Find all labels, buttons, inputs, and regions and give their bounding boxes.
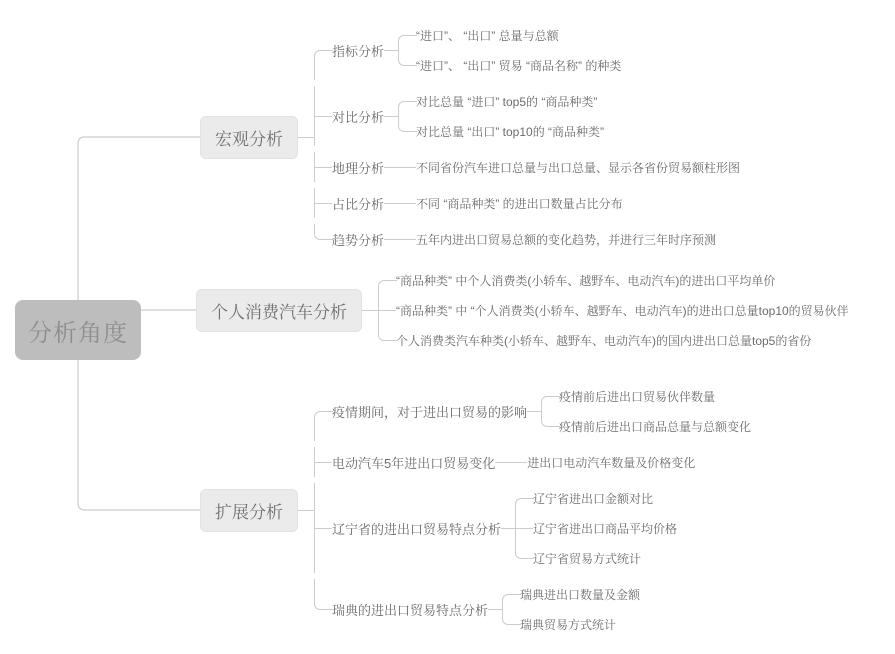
tree-group-proportion	[314, 188, 740, 218]
tree-group-pandemic	[314, 381, 751, 441]
tree-leaf	[398, 188, 623, 218]
branch-node-consumer[interactable]: 个人消费汽车分析	[196, 289, 362, 332]
comparison-leaves	[398, 86, 604, 146]
pandemic-leaves	[541, 381, 751, 441]
root-node[interactable]: 分析角度	[15, 300, 141, 360]
branch-node-extended[interactable]: 扩展分析	[200, 489, 298, 532]
connector-root-to-extended	[78, 360, 200, 510]
subtopic-node-indicator[interactable]: 指标分析	[332, 43, 385, 59]
leaf-node[interactable]: 辽宁省进出口商品平均价格	[533, 521, 678, 536]
leaf-node[interactable]: “商品种类” 中个人消费类(小轿车、越野车、电动汽车)的进出口平均单价	[396, 273, 776, 288]
connector-line	[488, 609, 502, 610]
tree-leaf	[398, 50, 621, 80]
ev-leaves	[509, 447, 695, 477]
tree-leaf	[398, 224, 716, 254]
tree-leaf	[398, 152, 740, 182]
connector-line	[527, 411, 541, 412]
tree-leaf	[541, 381, 751, 411]
tree-leaf	[509, 447, 695, 477]
tree-group-geographic	[314, 152, 740, 182]
leaf-node[interactable]: “进口”、 “出口” 贸易 “商品名称” 的种类	[416, 58, 622, 73]
tree-leaf	[502, 609, 640, 639]
connector-root-to-macro	[78, 137, 200, 300]
connector-line	[384, 116, 398, 117]
geographic-leaves	[398, 152, 740, 182]
tree-leaf	[398, 86, 604, 116]
tree-group-liaoning	[314, 483, 751, 573]
tree-leaf	[541, 411, 751, 441]
leaf-node[interactable]: “进口”、 “出口” 总量与总额	[416, 28, 559, 43]
proportion-leaves	[398, 188, 623, 218]
subtopic-node-liaoning[interactable]: 辽宁省的进出口贸易特点分析	[332, 521, 502, 537]
tree-leaf	[502, 579, 640, 609]
tree-group-sweden	[314, 579, 751, 639]
tree-leaf	[398, 116, 604, 146]
tree-leaf	[378, 325, 849, 355]
connector-line	[298, 510, 314, 511]
leaf-node[interactable]: 进出口电动汽车数量及价格变化	[527, 455, 696, 470]
subtopic-node-sweden[interactable]: 瑞典的进出口贸易特点分析	[332, 602, 489, 618]
trend-leaves	[398, 224, 716, 254]
leaf-node[interactable]: “商品种类” 中 “个人消费类(小轿车、越野车、电动汽车)的进出口总量top10的贸易伙伴	[396, 303, 849, 318]
consumer-leaves	[378, 265, 849, 355]
subtopic-node-trend[interactable]: 趋势分析	[332, 232, 385, 248]
leaf-node[interactable]: 五年内进出口贸易总额的变化趋势，并进行三年时序预测	[416, 232, 717, 247]
tree-group-indicator	[314, 20, 740, 80]
connector-line	[384, 239, 398, 240]
subtopic-node-ev[interactable]: 电动汽车5年进出口贸易变化	[332, 455, 496, 471]
leaf-node[interactable]: 不同省份汽车进口总量与出口总量、显示各省份贸易额柱形图	[416, 160, 741, 175]
leaf-node[interactable]: 瑞典进出口数量及金额	[520, 587, 641, 602]
tree-leaf	[515, 543, 677, 573]
leaf-node[interactable]: 个人消费类汽车种类(小轿车、越野车、电动汽车)的国内进出口总量top5的省份	[396, 333, 812, 348]
tree-group-trend	[314, 224, 740, 254]
branch-consumer-vehicle-analysis	[196, 265, 849, 355]
leaf-node[interactable]: 辽宁省贸易方式统计	[533, 551, 642, 566]
indicator-leaves	[398, 20, 621, 80]
branch-macro-analysis	[200, 17, 740, 257]
macro-children	[314, 17, 740, 257]
connector-line	[298, 137, 314, 138]
connector-line	[495, 462, 509, 463]
tree-leaf	[515, 513, 677, 543]
leaf-node[interactable]: 疫情前后进出口商品总量与总额变化	[559, 419, 752, 434]
connector-line	[384, 167, 398, 168]
connector-line	[384, 203, 398, 204]
branch-node-macro[interactable]: 宏观分析	[200, 116, 298, 159]
subtopic-node-proportion[interactable]: 占比分析	[332, 196, 385, 212]
branch-extended-analysis	[200, 378, 751, 642]
liaoning-leaves	[515, 483, 677, 573]
leaf-node[interactable]: 对比总量 “出口” top10的 “商品种类”	[416, 124, 605, 139]
leaf-node[interactable]: 瑞典贸易方式统计	[520, 617, 617, 632]
subtopic-node-comparison[interactable]: 对比分析	[332, 109, 385, 125]
tree-group-comparison	[314, 86, 740, 146]
extended-children	[314, 378, 751, 642]
subtopic-node-pandemic[interactable]: 疫情期间，对于进出口贸易的影响	[332, 404, 528, 420]
connector-line	[362, 310, 378, 311]
sweden-leaves	[502, 579, 640, 639]
leaf-node[interactable]: 不同 “商品种类” 的进出口数量占比分布	[416, 196, 623, 211]
connector-line	[384, 50, 398, 51]
leaf-node[interactable]: 辽宁省进出口金额对比	[533, 491, 654, 506]
subtopic-node-geographic[interactable]: 地理分析	[332, 160, 385, 176]
tree-leaf	[515, 483, 677, 513]
tree-leaf	[398, 20, 621, 50]
leaf-node[interactable]: 疫情前后进出口贸易伙伴数量	[559, 389, 716, 404]
tree-leaf	[378, 295, 849, 325]
tree-leaf	[378, 265, 849, 295]
connector-line	[501, 528, 515, 529]
tree-group-ev	[314, 447, 751, 477]
leaf-node[interactable]: 对比总量 “进口” top5的 “商品种类”	[416, 94, 598, 109]
